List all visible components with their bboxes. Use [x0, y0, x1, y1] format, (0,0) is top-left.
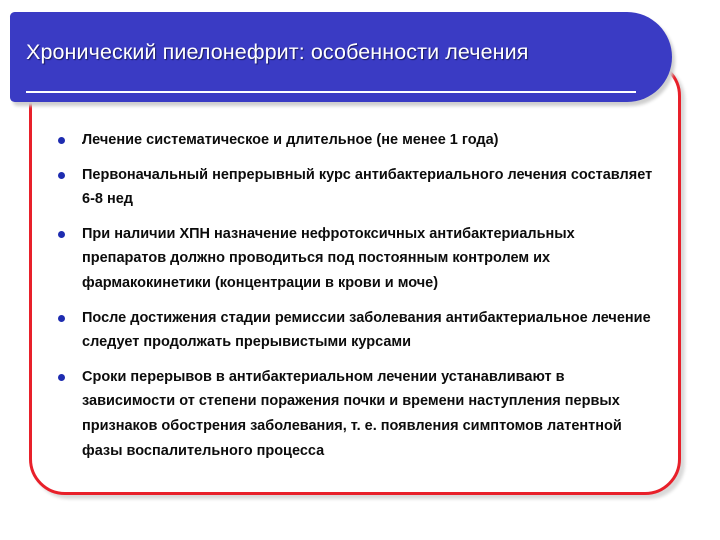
bullet-item	[56, 128, 656, 153]
bullet-item	[56, 306, 656, 355]
bullet-dot-icon	[58, 172, 65, 179]
bullet-text: После достижения стадии ремиссии заболевания антибактериальное лечение следует продолжать прерывистыми курсами	[82, 309, 651, 351]
bullet-text: При наличии ХПН назначение нефротоксичных антибактериальных препаратов должно проводиться под постоянным контролем их фармакокинетики (концентрации в крови и моче)	[82, 225, 575, 291]
title-underline	[26, 91, 636, 93]
bullet-list	[56, 128, 656, 473]
slide-title: Хронический пиелонефрит: особенности лечения	[26, 40, 529, 64]
bullet-dot-icon	[58, 137, 65, 144]
bullet-dot-icon	[58, 315, 65, 322]
bullet-dot-icon	[58, 374, 65, 381]
bullet-text: Сроки перерывов в антибактериальном лечении устанавливают в зависимости от степени поражения почки и времени наступления первых признаков обострения заболевания, т. е. появления симптомов латентной фазы воспалительного процесса	[82, 368, 622, 459]
bullet-dot-icon	[58, 231, 65, 238]
bullet-text: Первоначальный непрерывный курс антибактериального лечения составляет 6-8 нед	[82, 166, 653, 208]
bullet-item	[56, 222, 656, 296]
bullet-item	[56, 163, 656, 212]
bullet-item	[56, 365, 656, 463]
bullet-text: Лечение систематическое и длительное (не менее 1 года)	[82, 132, 499, 148]
